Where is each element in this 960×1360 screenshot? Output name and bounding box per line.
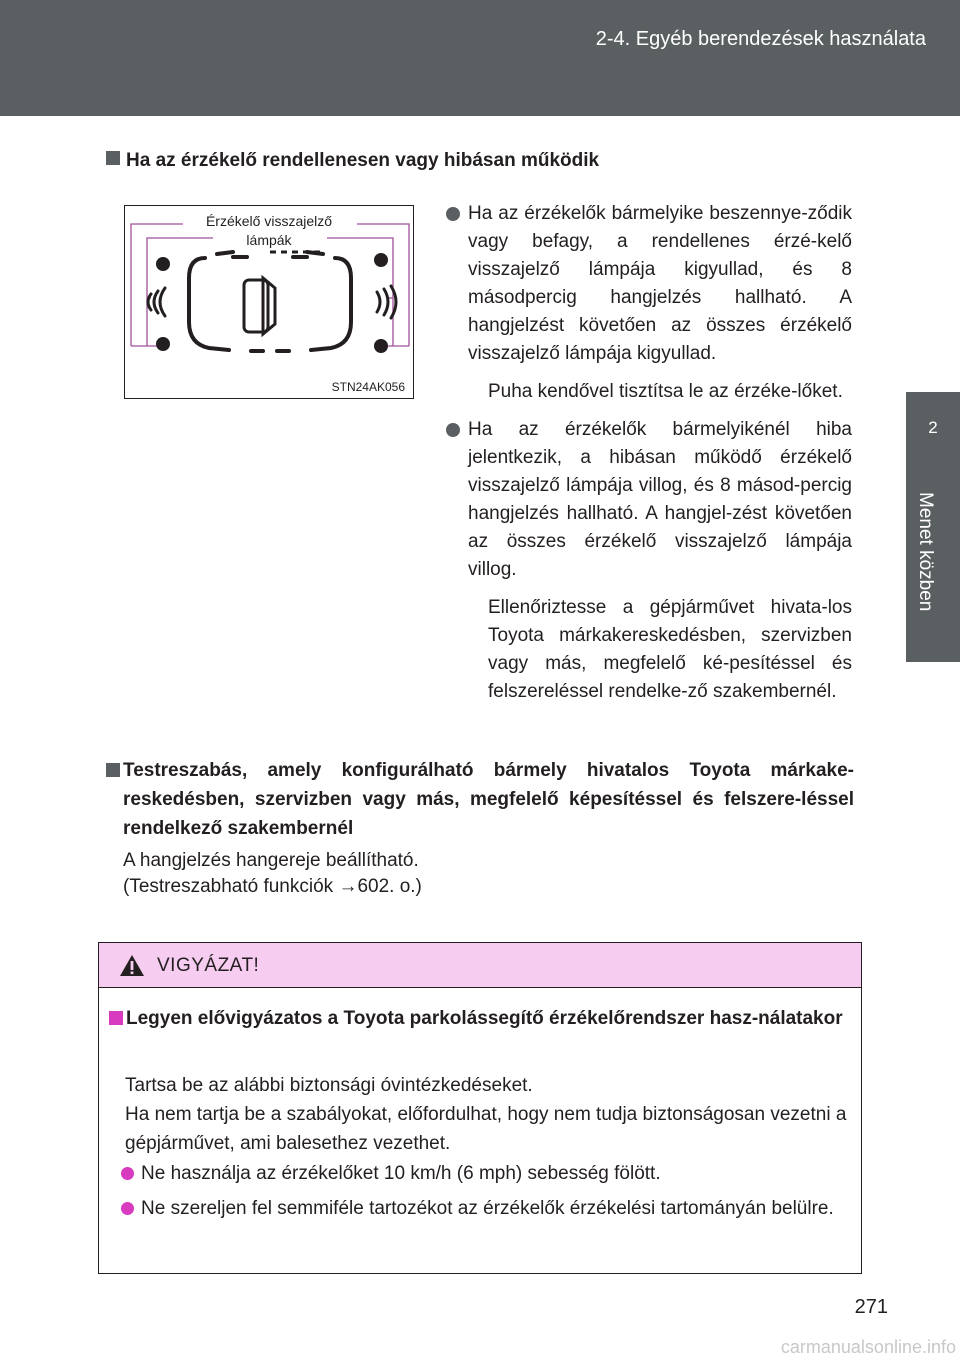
warning-header — [99, 943, 861, 988]
page-header — [0, 0, 960, 116]
list-item: Ha az érzékelők bármelyike beszennye-ződik vagy befagy, a rendellenes érzé-kelő visszajelző lámpája kigyullad, és 8 másodpercig hangjelzés hallható. A hangjelzést követően az összes érzékelő visszajelző lámpája kigyullad. — [446, 200, 852, 368]
warning-box — [98, 942, 862, 1274]
figure-caption: Érzékelő visszajelző lámpák — [205, 213, 333, 248]
chapter-number: 2 — [928, 418, 938, 437]
warning-heading: Legyen elővigyázatos a Toyota parkolássegítő érzékelőrendszer hasz-nálatakor — [109, 1004, 857, 1033]
list-item-note: Ellenőriztesse a gépjárművet hivata-los Toyota márkakereskedésben, szervizben vagy más, megfelelő ké-pesítéssel és felszereléssel rendelke-ző szakembernél. — [488, 597, 852, 702]
square-bullet-icon — [109, 1011, 123, 1025]
bullet-dot-icon — [446, 423, 460, 437]
warning-list — [121, 1159, 855, 1229]
figure-code: STN24AK056 — [331, 380, 405, 394]
chapter-label: Menet közben — [915, 492, 936, 612]
chapter-tab — [906, 392, 960, 662]
section2-heading: Testreszabás, amely konfigurálható bármely hivatalos Toyota márkake-reskedésben, szervizben vagy más, megfelelő képesítéssel és felszere-léssel rendelkező szakembernél — [106, 756, 854, 843]
bullet-dot-icon — [446, 207, 460, 221]
section-title: 2-4. Egyéb berendezések használata — [595, 28, 926, 50]
square-bullet-icon — [106, 763, 120, 777]
list-item: Ne használja az érzékelőket 10 km/h (6 mph) sebesség fölött. — [121, 1159, 855, 1188]
watermark: carmanualsonline.info — [780, 1337, 956, 1357]
warning-triangle-icon — [119, 954, 145, 977]
bullet-dot-icon — [121, 1202, 134, 1215]
section1-body — [446, 200, 852, 716]
list-item: Ne szereljen fel semmiféle tartozékot az érzékelők érzékelési tartományán belülre. — [121, 1194, 855, 1223]
section2-body: A hangjelzés hangereje beállítható. (Testreszabható funkciók →602. o.) — [123, 850, 422, 897]
list-item-note: Puha kendővel tisztítsa le az érzéke-lőket. — [488, 381, 843, 402]
square-bullet-icon — [106, 151, 120, 165]
bullet-dot-icon — [121, 1167, 134, 1180]
page-number: 271 — [854, 1296, 888, 1318]
list-item: Ha az érzékelők bármelyikénél hiba jelentkezik, a hibásan működő érzékelő visszajelző lámpája villog, és 8 másod-percig hangjelzés hallható. A hangjel-zést követően az összes érzékelő visszajelző lámpája villog. — [446, 416, 852, 584]
warning-text: Tartsa be az alábbi biztonsági óvintézkedéseket. Ha nem tartja be a szabályokat, előfordulhat, hogy nem tudja biztonságosan vezetni a gépjárművet, ami balesethez vezethet. — [125, 1075, 847, 1154]
section1-heading: Ha az érzékelő rendellenesen vagy hibásan működik — [106, 150, 599, 172]
sensor-figure — [124, 205, 414, 399]
warning-title: VIGYÁZAT! — [157, 955, 260, 976]
